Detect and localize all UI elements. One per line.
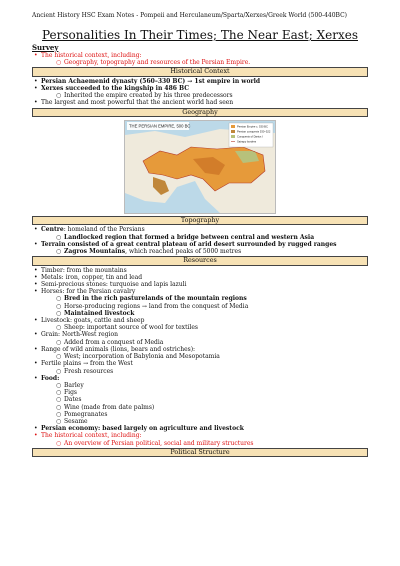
list-item: • Grain: North-West region: [34, 331, 118, 339]
list-item: • Xerxes succeeded to the kingship in 486 BC: [34, 85, 189, 93]
list-item: • Persian economy: based largely on agriculture and livestock: [34, 425, 244, 433]
map-legend-item: Conquests of Darius I: [237, 135, 263, 139]
food-item: ○ Wine (made from date palms): [56, 403, 155, 411]
list-subitem: ○ Added from a conquest of Media: [56, 338, 164, 346]
section-geography: Geography: [32, 108, 368, 117]
persian-empire-map: [124, 120, 276, 214]
map-legend-item: Satrapy borders: [237, 140, 257, 144]
section-topography: Topography: [32, 216, 368, 225]
list-item: • Semi-precious stones: turquoise and lapis lazuli: [34, 281, 187, 289]
list-item: • Metals: iron, copper, tin and lead: [34, 273, 143, 281]
topography-list: [32, 226, 368, 255]
resources-list: [32, 267, 368, 447]
section-resources: Resources: [32, 256, 368, 265]
list-subitem: ○ Sheep: important source of wool for textiles: [56, 324, 198, 332]
survey-subitem: ○ Geography, topography and resources of the Persian Empire.: [56, 59, 251, 67]
section-political-structure: Political Structure: [32, 448, 368, 457]
food-item: ○ Barley: [56, 381, 84, 389]
food-item: ○ Figs: [56, 389, 78, 397]
map-legend-item: Persian conquests 530–522: [237, 130, 271, 134]
list-item: • Centre: homeland of the Persians: [34, 226, 145, 234]
historical-context-list: [32, 78, 368, 107]
list-item: • Timber: from the mountains: [34, 266, 127, 274]
list-item: • The historical context, including:: [34, 432, 142, 440]
list-item: • Terrain consisted of a great central plateau of arid desert surrounded by rugged ranges: [34, 240, 337, 248]
survey-list: [32, 52, 368, 66]
list-subitem: ○ Landlocked region that formed a bridge between central and western Asia: [56, 233, 315, 241]
page-header: Ancient History HSC Exam Notes - Pompeii and Herculaneum/Sparta/Xerxes/Greek World (500-440BC): [32, 12, 348, 19]
list-subitem: ○ Inherited the empire created by his three predecessors: [56, 92, 233, 100]
list-item: • Livestock: goats, cattle and sheep: [34, 317, 145, 325]
list-item: • Persian Achaemenid dynasty (560–330 BC) → 1st empire in world: [34, 77, 261, 85]
list-subitem: ○ West; incorporation of Babylonia and Mesopotamia: [56, 353, 220, 361]
survey-heading: Survey: [32, 43, 59, 52]
list-item: • Fertile plains → from the West: [34, 360, 133, 368]
section-historical-context: Historical Context: [32, 67, 368, 76]
food-item: ○ Dates: [56, 396, 82, 404]
map-title: THE PERSIAN EMPIRE, 500 BC: [129, 123, 191, 129]
survey-item: • The historical context, including:: [34, 52, 142, 59]
list-item: • Range of wild animals (lions, bears and ostriches):: [34, 345, 196, 353]
list-subitem: ○ Zagros Mountains, which reached peaks of 5000 metres: [56, 248, 242, 256]
map-container: [32, 120, 368, 214]
page-title: Personalities In Their Times; The Near East; Xerxes: [41, 28, 358, 42]
list-subitem: ○ Maintained livestock: [56, 309, 135, 317]
list-subitem: ○ Horse-producing regions → land from the conquest of Media: [56, 302, 249, 310]
list-item: • The largest and most powerful that the ancient world had seen: [34, 99, 234, 107]
food-item: ○ Pomegranates: [56, 410, 108, 418]
food-item: ○ Sesame: [56, 417, 88, 425]
list-item: • Food:: [34, 374, 60, 382]
map-legend-item: Persian Empire c. 530 BC: [237, 125, 268, 129]
list-subitem: ○ Fresh resources: [56, 367, 114, 375]
list-subitem: ○ Bred in the rich pasturelands of the mountain regions: [56, 295, 247, 303]
list-item: • Horses: for the Persian cavalry: [34, 288, 136, 296]
list-subitem: ○ An overview of Persian political, social and military structures: [56, 439, 254, 447]
